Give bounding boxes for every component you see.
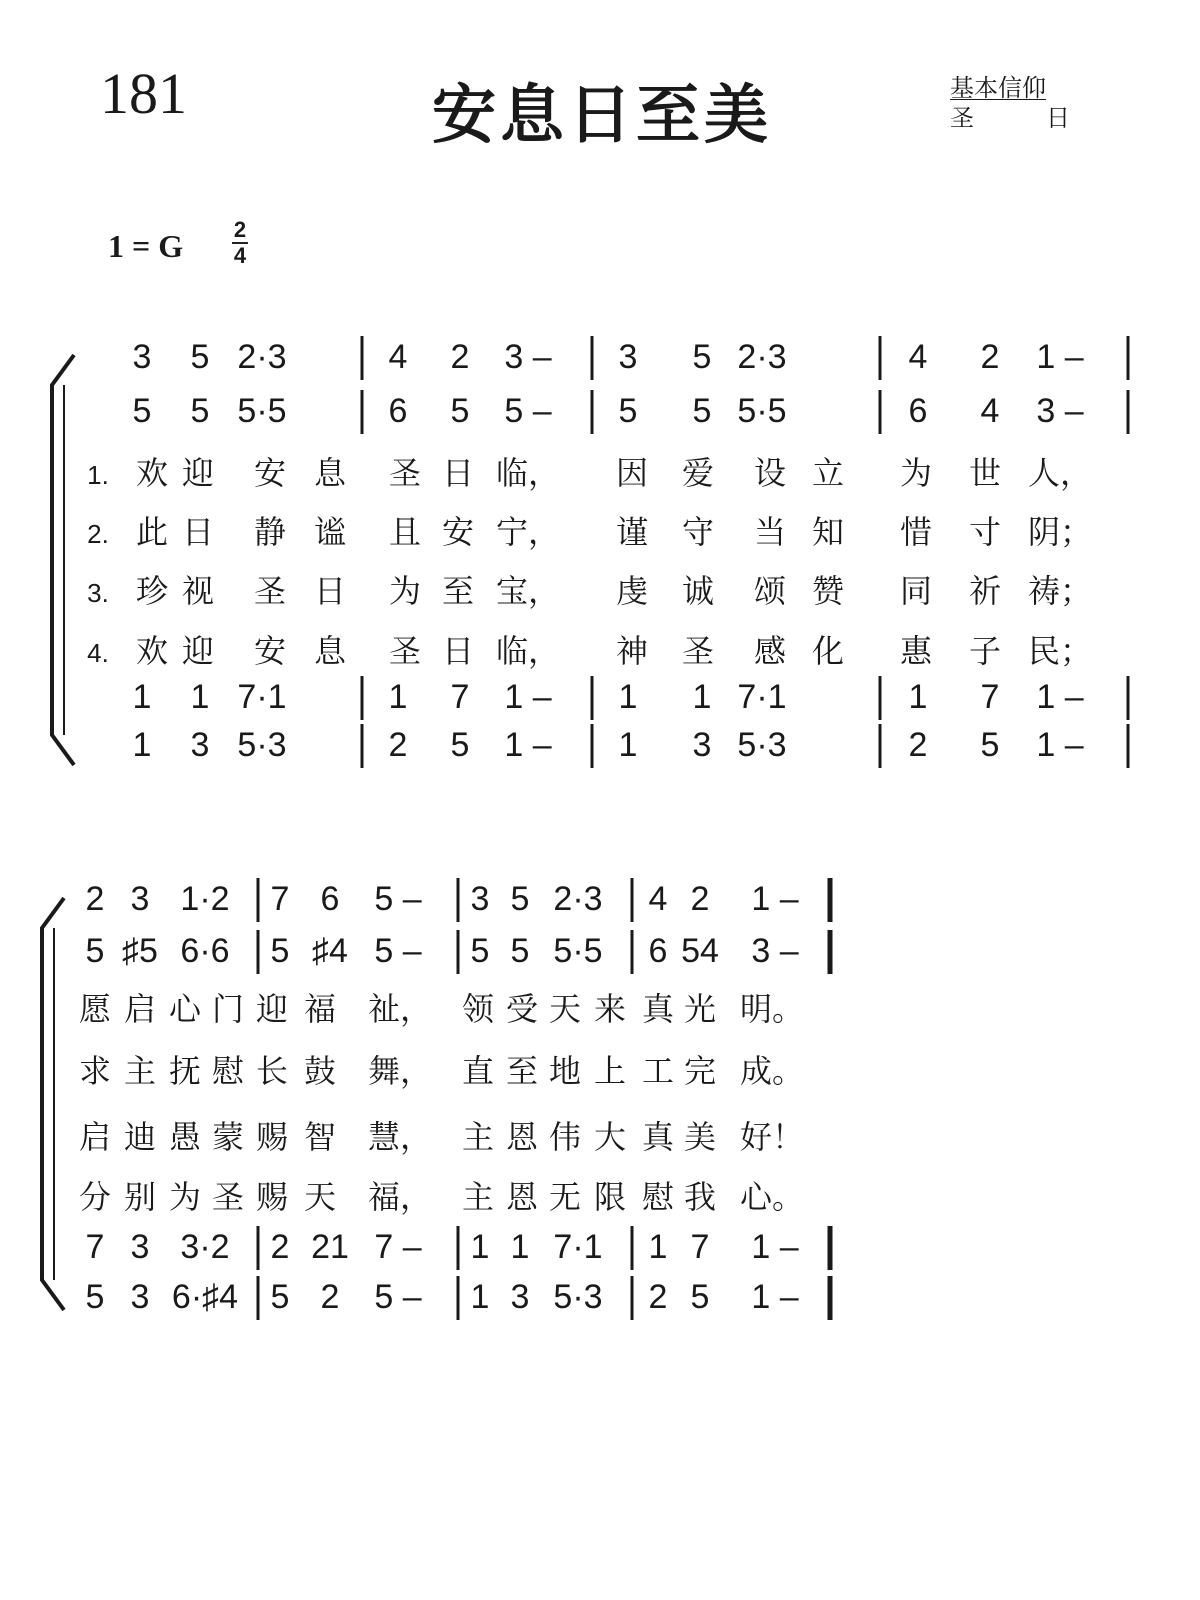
- note: 1: [648, 1228, 668, 1266]
- lyric-char: 日: [441, 632, 475, 670]
- note: 3: [130, 1278, 150, 1316]
- lyric-char: 赐: [255, 1118, 289, 1156]
- note: 5·5: [737, 392, 787, 430]
- lyric-char: 真: [641, 1118, 675, 1156]
- lyric-char: 大: [593, 1118, 627, 1156]
- lyric-char: 蒙: [211, 1118, 245, 1156]
- lyric-char: 明。: [739, 990, 805, 1028]
- lyric-char: 愿: [78, 990, 112, 1028]
- lyric-char: 来: [593, 990, 627, 1028]
- note: 1 –: [1036, 338, 1084, 376]
- note: 3: [470, 880, 490, 918]
- lyric-char: 祉，: [367, 990, 433, 1028]
- lyric-char: 圣: [253, 572, 287, 610]
- lyric-char: 惠: [899, 632, 933, 670]
- lyric-char: 鼓: [303, 1052, 337, 1090]
- note: 4: [908, 338, 928, 376]
- lyric-char: 成。: [739, 1052, 805, 1090]
- lyric-char: 安: [253, 454, 287, 492]
- note: 5·5: [553, 932, 603, 970]
- lyric-char: 美: [683, 1118, 717, 1156]
- lyric-char: 且: [388, 513, 422, 551]
- lyric-char: 抚: [168, 1052, 202, 1090]
- lyric-char: 寸: [968, 513, 1002, 551]
- lyric-char: 迎: [181, 632, 215, 670]
- note: 5: [190, 338, 210, 376]
- note: 5: [980, 726, 1000, 764]
- lyric-char: 真: [641, 990, 675, 1028]
- lyric-char: 慰: [211, 1052, 245, 1090]
- lyric-char: 为: [168, 1178, 202, 1216]
- note: 7·1: [237, 678, 287, 716]
- lyric-char: 圣: [681, 632, 715, 670]
- note: 5·3: [237, 726, 287, 764]
- lyric-char: 长: [255, 1052, 289, 1090]
- lyric-char: 直: [461, 1052, 495, 1090]
- note: 2: [980, 338, 1000, 376]
- verse-number: 3.: [87, 578, 109, 608]
- category-sub-2: 日: [1046, 104, 1070, 132]
- lyric-char: 好！: [739, 1118, 805, 1156]
- note: 3·2: [180, 1228, 230, 1266]
- note: 1: [132, 678, 152, 716]
- note: 1: [510, 1228, 530, 1266]
- lyric-char: 领: [461, 990, 495, 1028]
- lyric-char: 颂: [753, 572, 787, 610]
- lyric-char: 立: [811, 454, 845, 492]
- time-numerator: 2: [233, 217, 247, 242]
- lyric-char: 设: [753, 454, 787, 492]
- lyric-char: 日: [313, 572, 347, 610]
- lyric-char: 此: [135, 513, 169, 551]
- lyric-char: 求: [78, 1052, 112, 1090]
- note: 4: [388, 338, 408, 376]
- lyric-char: 守: [681, 513, 715, 551]
- note: 5: [510, 880, 530, 918]
- lyric-char: 启: [123, 990, 157, 1028]
- note: 6·♯4: [171, 1278, 239, 1316]
- lyric-char: 光: [683, 990, 717, 1028]
- lyric-char: 欢: [135, 454, 169, 492]
- lyric-char: 谧: [313, 513, 347, 551]
- key-signature: 1 = G: [108, 228, 184, 264]
- note: 1 –: [751, 1228, 799, 1266]
- lyric-char: 工: [641, 1052, 675, 1090]
- note: 2·3: [737, 338, 787, 376]
- note: 2: [908, 726, 928, 764]
- note: 3: [618, 338, 638, 376]
- category-main: 基本信仰: [950, 74, 1046, 102]
- note: 7 –: [374, 1228, 422, 1266]
- lyric-char: 宁，: [495, 513, 561, 551]
- lyric-char: 完: [683, 1052, 717, 1090]
- lyric-char: 福，: [367, 1178, 433, 1216]
- note: 1: [908, 678, 928, 716]
- verse-number: 4.: [87, 638, 109, 668]
- note: 1·2: [180, 880, 230, 918]
- lyric-char: 伟: [548, 1118, 582, 1156]
- lyric-char: 愚: [168, 1118, 202, 1156]
- note: 7: [270, 880, 290, 918]
- lyric-char: 祈: [968, 572, 1002, 610]
- lyric-char: 主: [123, 1052, 157, 1090]
- note: 1: [388, 678, 408, 716]
- note: 1: [692, 678, 712, 716]
- lyric-char: 智: [303, 1118, 337, 1156]
- note: 5 –: [504, 392, 552, 430]
- lyric-char: 别: [123, 1178, 157, 1216]
- note: 3: [132, 338, 152, 376]
- lyric-char: 赐: [255, 1178, 289, 1216]
- note: 1: [618, 678, 638, 716]
- lyric-char: 诚: [681, 572, 715, 610]
- lyric-char: 福: [303, 990, 337, 1028]
- note: 2: [320, 1278, 340, 1316]
- note: 4: [980, 392, 1000, 430]
- lyric-char: 迪: [123, 1118, 157, 1156]
- lyric-char: 地: [548, 1052, 582, 1090]
- note: 5: [450, 392, 470, 430]
- lyric-char: 上: [593, 1052, 627, 1090]
- lyric-char: 迎: [255, 990, 289, 1028]
- lyric-char: 谨: [615, 513, 649, 551]
- lyric-char: 安: [253, 632, 287, 670]
- note: 2: [450, 338, 470, 376]
- lyric-char: 欢: [135, 632, 169, 670]
- note: 5: [470, 932, 490, 970]
- note: 21: [311, 1228, 349, 1266]
- note: 1 –: [504, 678, 552, 716]
- note: 7: [690, 1228, 710, 1266]
- note: 2·3: [237, 338, 287, 376]
- lyric-char: 主: [461, 1118, 495, 1156]
- note: 5: [270, 932, 290, 970]
- note: 3 –: [1036, 392, 1084, 430]
- note: 2: [388, 726, 408, 764]
- lyric-char: 慧，: [367, 1118, 433, 1156]
- verse-number: 1.: [87, 460, 109, 490]
- lyric-char: 安: [441, 513, 475, 551]
- lyric-char: 我: [683, 1178, 717, 1216]
- lyric-char: 感: [753, 632, 787, 670]
- note: 3 –: [504, 338, 552, 376]
- hymn-title: 安息日至美: [432, 79, 772, 153]
- note: 1: [470, 1278, 490, 1316]
- note: 4: [648, 880, 668, 918]
- lyric-char: 当: [753, 513, 787, 551]
- lyric-char: 珍: [135, 572, 169, 610]
- note: 7·1: [553, 1228, 603, 1266]
- lyric-char: 受: [505, 990, 539, 1028]
- lyric-char: 心。: [739, 1178, 805, 1216]
- lyric-char: 惜: [899, 513, 933, 551]
- note: 1: [190, 678, 210, 716]
- note: 5: [190, 392, 210, 430]
- lyric-char: 日: [441, 454, 475, 492]
- lyric-char: 世: [968, 454, 1002, 492]
- lyric-char: 主: [461, 1178, 495, 1216]
- note: 5: [618, 392, 638, 430]
- lyric-char: 启: [78, 1118, 112, 1156]
- note: 6: [908, 392, 928, 430]
- lyric-char: 爱: [681, 454, 715, 492]
- note: 7: [85, 1228, 105, 1266]
- lyric-char: 虔: [615, 572, 649, 610]
- lyric-char: 息: [313, 454, 347, 492]
- note: 1: [132, 726, 152, 764]
- note: 1: [618, 726, 638, 764]
- lyric-char: 为: [899, 454, 933, 492]
- note: 1: [470, 1228, 490, 1266]
- lyric-char: 天: [548, 990, 582, 1028]
- note: 5: [270, 1278, 290, 1316]
- note: 3: [692, 726, 712, 764]
- lyric-char: 迎: [181, 454, 215, 492]
- lyric-char: 恩: [505, 1118, 539, 1156]
- note: 5: [85, 932, 105, 970]
- lyric-char: 化: [811, 632, 845, 670]
- category-sub-1: 圣: [950, 104, 974, 132]
- lyric-char: 日: [181, 513, 215, 551]
- lyric-char: 神: [615, 632, 649, 670]
- note: 3 –: [751, 932, 799, 970]
- note: 7: [980, 678, 1000, 716]
- lyric-char: 圣: [211, 1178, 245, 1216]
- note: 54: [681, 932, 719, 970]
- note: ♯5: [122, 932, 158, 970]
- note: 2: [85, 880, 105, 918]
- lyric-char: 心: [168, 990, 202, 1028]
- note: 5: [692, 392, 712, 430]
- lyric-char: 知: [811, 513, 845, 551]
- time-denominator: 4: [233, 243, 247, 268]
- note: 2·3: [553, 880, 603, 918]
- note: 5: [510, 932, 530, 970]
- note: 1 –: [751, 1278, 799, 1316]
- note: 5 –: [374, 1278, 422, 1316]
- note: 7: [450, 678, 470, 716]
- note: 2: [270, 1228, 290, 1266]
- note: 5: [132, 392, 152, 430]
- hymn-number: 181: [100, 61, 187, 126]
- lyric-char: 阴；: [1027, 513, 1093, 551]
- lyric-char: 舞，: [367, 1052, 433, 1090]
- lyric-char: 息: [313, 632, 347, 670]
- note: 6: [388, 392, 408, 430]
- note: 5: [85, 1278, 105, 1316]
- note: 3: [190, 726, 210, 764]
- note: 5·3: [737, 726, 787, 764]
- lyric-char: 分: [78, 1178, 112, 1216]
- note: 5 –: [374, 880, 422, 918]
- lyric-char: 视: [181, 572, 215, 610]
- note: 5·3: [553, 1278, 603, 1316]
- lyric-char: 门: [211, 990, 245, 1028]
- lyric-char: 临，: [495, 632, 561, 670]
- lyric-char: 子: [968, 632, 1002, 670]
- lyric-char: 民；: [1027, 632, 1093, 670]
- note: 3: [130, 1228, 150, 1266]
- note: 2: [690, 880, 710, 918]
- note: 1 –: [504, 726, 552, 764]
- lyric-char: 因: [615, 454, 649, 492]
- lyric-char: 人，: [1027, 454, 1093, 492]
- note: 3: [130, 880, 150, 918]
- note: 6: [320, 880, 340, 918]
- lyric-char: 无: [548, 1178, 582, 1216]
- lyric-char: 限: [593, 1178, 627, 1216]
- lyric-char: 至: [505, 1052, 539, 1090]
- note: 5: [692, 338, 712, 376]
- lyric-char: 赞: [811, 572, 845, 610]
- lyric-char: 祷；: [1027, 572, 1093, 610]
- lyric-char: 圣: [388, 454, 422, 492]
- note: 5: [450, 726, 470, 764]
- note: 5: [690, 1278, 710, 1316]
- note: 3: [510, 1278, 530, 1316]
- note: 1 –: [1036, 678, 1084, 716]
- note: 6·6: [180, 932, 230, 970]
- lyric-char: 天: [303, 1178, 337, 1216]
- lyric-char: 同: [899, 572, 933, 610]
- note: 5 –: [374, 932, 422, 970]
- note: 1 –: [1036, 726, 1084, 764]
- note: 5·5: [237, 392, 287, 430]
- lyric-char: 圣: [388, 632, 422, 670]
- lyric-char: 慰: [641, 1178, 675, 1216]
- lyric-char: 宝，: [495, 572, 561, 610]
- note: ♯4: [312, 932, 348, 970]
- lyric-char: 静: [253, 513, 287, 551]
- lyric-char: 恩: [505, 1178, 539, 1216]
- lyric-char: 为: [388, 572, 422, 610]
- note: 1 –: [751, 880, 799, 918]
- note: 7·1: [737, 678, 787, 716]
- lyric-char: 至: [441, 572, 475, 610]
- note: 6: [648, 932, 668, 970]
- lyric-char: 临，: [495, 454, 561, 492]
- verse-number: 2.: [87, 519, 109, 549]
- note: 2: [648, 1278, 668, 1316]
